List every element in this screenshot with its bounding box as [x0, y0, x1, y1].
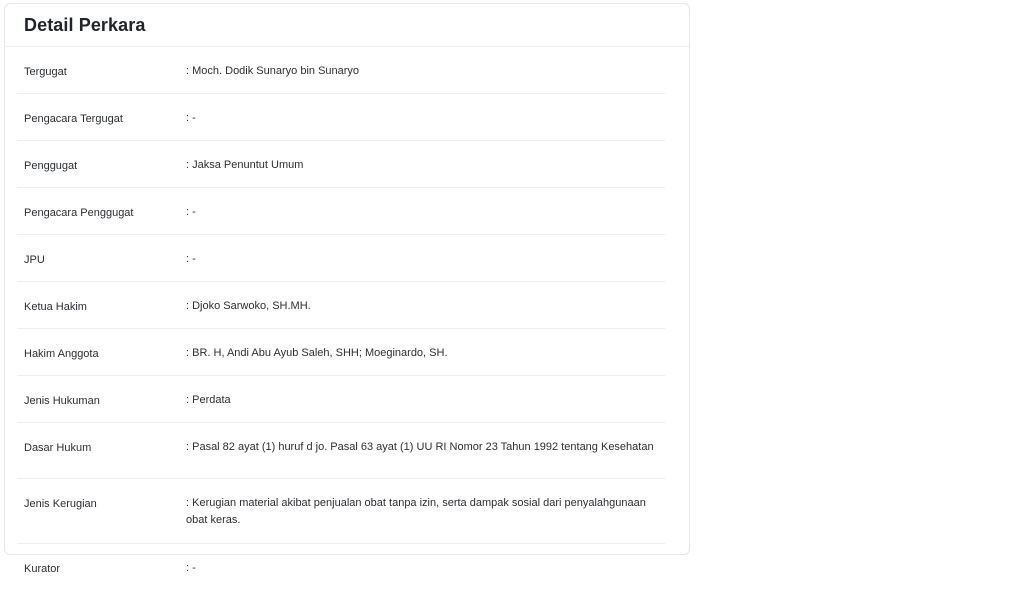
table-row: [17, 329, 665, 376]
case-detail-card: [4, 3, 690, 555]
card-body: [5, 47, 689, 590]
page-title: Detail Perkara: [24, 15, 145, 36]
table-row: [17, 423, 665, 479]
row-label-dasar-hukum: Dasar Hukum: [17, 423, 179, 479]
row-value-dasar-hukum: : Pasal 82 ayat (1) huruf d jo. Pasal 63 ayat (1) UU RI Nomor 23 Tahun 1992 tentang Kesehatan: [179, 423, 665, 479]
row-value-jpu: : -: [179, 235, 665, 282]
card-header: [5, 4, 689, 47]
row-value-kurator: : -: [179, 544, 665, 590]
table-row: [17, 282, 665, 329]
row-label-pengacara-penggugat: Pengacara Penggugat: [17, 188, 179, 235]
row-value-pengacara-penggugat: : -: [179, 188, 665, 235]
table-row: [17, 479, 665, 544]
row-value-jenis-hukuman: : Perdata: [179, 376, 665, 423]
row-label-kurator: Kurator: [17, 544, 179, 590]
row-label-penggugat: Penggugat: [17, 141, 179, 188]
row-label-hakim-anggota: Hakim Anggota: [17, 329, 179, 376]
case-detail-table: [17, 47, 665, 590]
table-row: [17, 141, 665, 188]
row-label-pengacara-tergugat: Pengacara Tergugat: [17, 94, 179, 141]
row-label-ketua-hakim: Ketua Hakim: [17, 282, 179, 329]
row-value-penggugat: : Jaksa Penuntut Umum: [179, 141, 665, 188]
table-row: [17, 94, 665, 141]
row-value-hakim-anggota: : BR. H, Andi Abu Ayub Saleh, SHH; Moeginardo, SH.: [179, 329, 665, 376]
row-value-jenis-kerugian: : Kerugian material akibat penjualan obat tanpa izin, serta dampak sosial dari penyalahgunaan obat keras.: [179, 479, 665, 544]
row-label-jenis-kerugian: Jenis Kerugian: [17, 479, 179, 544]
table-row: [17, 544, 665, 590]
table-row: [17, 376, 665, 423]
row-label-tergugat: Tergugat: [17, 47, 179, 94]
row-label-jenis-hukuman: Jenis Hukuman: [17, 376, 179, 423]
table-row: [17, 188, 665, 235]
table-row: [17, 235, 665, 282]
row-value-tergugat: : Moch. Dodik Sunaryo bin Sunaryo: [179, 47, 665, 94]
row-value-pengacara-tergugat: : -: [179, 94, 665, 141]
table-row: [17, 47, 665, 94]
row-label-jpu: JPU: [17, 235, 179, 282]
row-value-ketua-hakim: : Djoko Sarwoko, SH.MH.: [179, 282, 665, 329]
